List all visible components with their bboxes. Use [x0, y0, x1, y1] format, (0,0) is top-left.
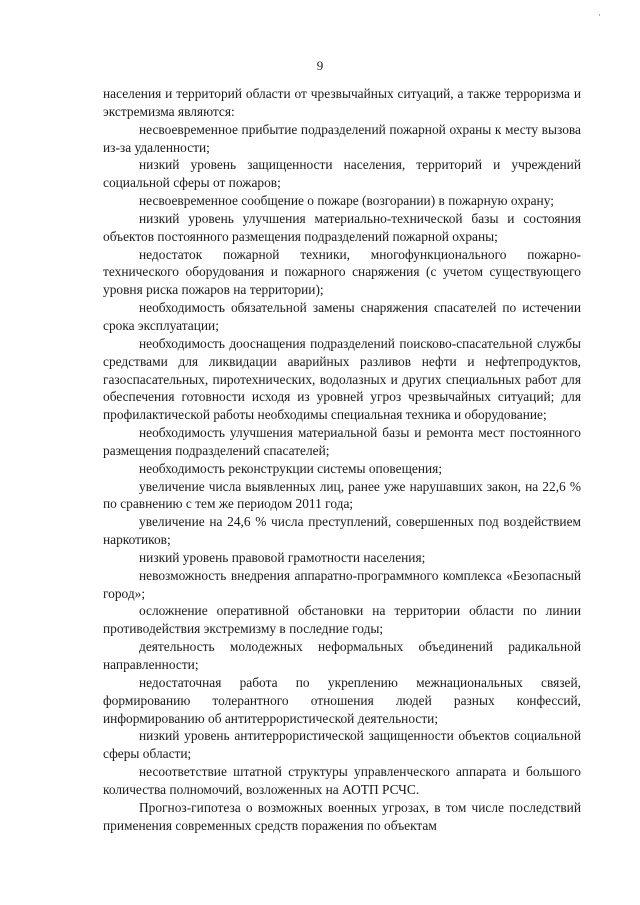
paragraph: необходимость улучшения материальной базы и ремонта мест постоянного размещения подразделений спасателей;: [103, 425, 581, 458]
paragraph: увеличение числа выявленных лиц, ранее уже нарушавших закон, на 22,6 % по сравнению с тем же периодом 2011 года;: [103, 478, 581, 512]
page-number: 9: [316, 58, 324, 73]
paragraph: увеличение на 24,6 % числа преступлений, совершенных под воздействием наркотиков;: [103, 514, 581, 548]
corner-mark: ·: [598, 10, 601, 20]
paragraph: несвоевременное сообщение о пожаре (возгорании) в пожарную охрану;: [139, 193, 554, 209]
document-body: [103, 85, 581, 834]
paragraph: необходимость обязательной замены снаряжения спасателей по истечении срока эксплуатации;: [103, 300, 581, 333]
paragraph: низкий уровень защищенности населения, территорий и учреждений социальной сферы от пожаров;: [103, 157, 581, 191]
paragraph: Прогноз-гипотеза о возможных военных угрозах, в том числе последствий применения современных средств поражения по объектам: [103, 799, 581, 833]
paragraph: низкий уровень антитеррористической защищенности объектов социальной сферы области;: [103, 728, 581, 762]
paragraph: недостаток пожарной техники, многофункционального пожарно-технического оборудования и пожарного снаряжения (с учетом существующего уровня риска пожаров на территории);: [103, 246, 581, 298]
paragraph: населения и территорий области от чрезвычайных ситуаций, а также терроризма и экстремизма являются:: [103, 86, 581, 119]
paragraph: деятельность молодежных неформальных объединений радикальной направленности;: [103, 639, 581, 672]
paragraph: невозможность внедрения аппаратно-программного комплекса «Безопасный город»;: [103, 567, 581, 601]
paragraph: несвоевременное прибытие подразделений пожарной охраны к месту вызова из-за удаленности;: [103, 121, 581, 155]
paragraph: недостаточная работа по укреплению межнациональных связей, формированию толерантного отношения людей разных конфессий, информированию об антитеррористической деятельности;: [103, 674, 581, 726]
paragraph: низкий уровень правовой грамотности населения;: [139, 549, 426, 565]
paragraph: осложнение оперативной обстановки на территории области по линии противодействия экстремизму в последние годы;: [103, 603, 581, 637]
paragraph: необходимость дооснащения подразделений поисково-спасательной службы средствами для ликвидации аварийных разливов нефти и нефтепродуктов, газоспасательных, пиротехнических, водолазных и других специальных работ для обеспечения готовности исходя из уровней угроз чрезвычайных ситуаций; для профилактической работы необходимы специальная техника и оборудование;: [103, 335, 581, 423]
paragraph: низкий уровень улучшения материально-технической базы и состояния объектов постоянного размещения подразделений пожарной охраны;: [103, 210, 581, 244]
paragraph: несоответствие штатной структуры управленческого аппарата и большого количества полномочий, возложенных на АОТП РСЧС.: [103, 764, 581, 797]
paragraph: необходимость реконструкции системы оповещения;: [139, 460, 443, 476]
